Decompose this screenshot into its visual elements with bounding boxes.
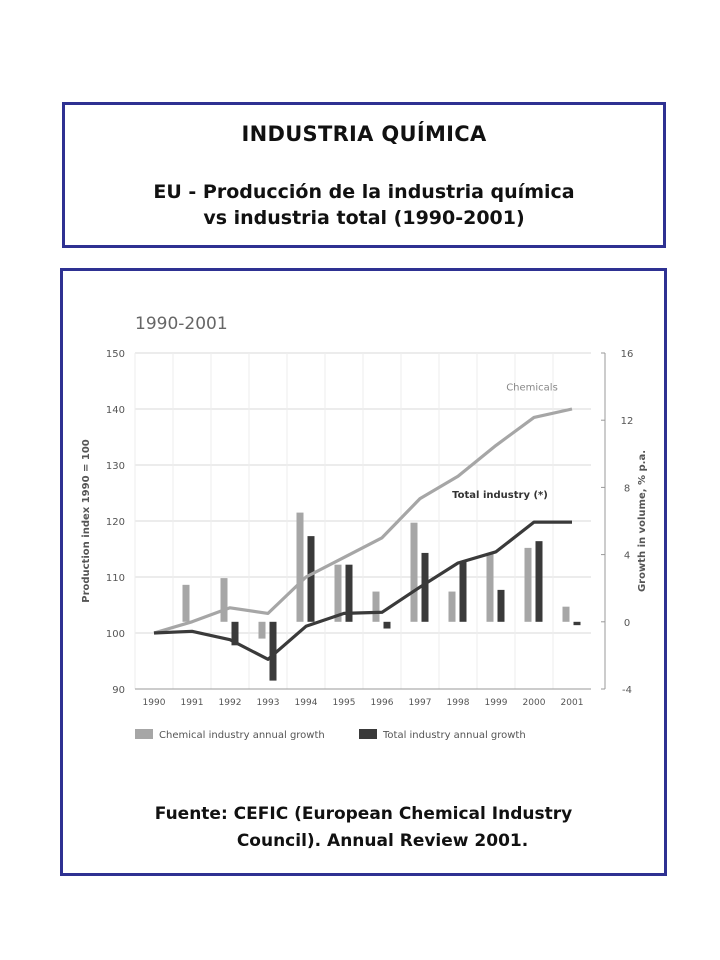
total-growth-bar xyxy=(536,541,543,622)
y-tick-label: 150 xyxy=(105,349,125,360)
x-tick-label: 1994 xyxy=(294,698,318,708)
x-tick-label: 1999 xyxy=(484,698,508,708)
chemicals-series-label: Chemicals xyxy=(506,382,558,394)
y-tick-label: 120 xyxy=(105,517,125,528)
chemical-growth-bar xyxy=(183,585,190,622)
y2-tick-label: 16 xyxy=(620,349,634,360)
subtitle-line-1: EU - Producción de la industria química xyxy=(153,181,575,203)
title-box xyxy=(62,102,666,248)
chemical-growth-bar xyxy=(259,622,266,639)
total-growth-bar xyxy=(574,622,581,625)
total-industry-series-label: Total industry (*) xyxy=(452,490,548,502)
chemical-growth-bar xyxy=(563,607,570,622)
source-line-1: Fuente: CEFIC (European Chemical Industry xyxy=(154,804,573,824)
y2-tick-label: 12 xyxy=(620,416,634,428)
x-tick-label: 1991 xyxy=(180,698,204,708)
y2-tick-label: 8 xyxy=(623,483,631,495)
y2-tick-label: 0 xyxy=(623,617,631,629)
legend-label-total-growth: Total industry annual growth xyxy=(383,730,526,741)
legend-swatch-chemical-growth xyxy=(135,729,153,739)
page-title: INDUSTRIA QUÍMICA xyxy=(241,122,487,146)
total-growth-bar xyxy=(422,553,429,622)
chemical-growth-bar xyxy=(449,592,456,622)
production-chart xyxy=(63,271,664,791)
y2-tick-label: 4 xyxy=(623,550,631,562)
y2-tick-label: -4 xyxy=(622,685,632,696)
x-tick-label: 1998 xyxy=(446,698,470,708)
y-tick-label: 100 xyxy=(105,629,125,640)
x-tick-label: 1993 xyxy=(256,698,280,708)
chart-box xyxy=(60,268,667,876)
x-tick-label: 1990 xyxy=(142,698,166,708)
y-tick-label: 90 xyxy=(112,685,125,696)
total-growth-bar xyxy=(460,561,467,621)
y-tick-label: 140 xyxy=(105,405,125,416)
x-tick-label: 2000 xyxy=(522,698,546,708)
chemical-growth-bar xyxy=(411,523,418,622)
source-line-2: Council). Annual Review 2001. xyxy=(236,831,529,851)
legend-swatch-total-growth xyxy=(359,729,377,739)
y-tick-label: 130 xyxy=(105,461,125,472)
y-tick-label: 110 xyxy=(105,573,125,584)
total-growth-bar xyxy=(384,622,391,629)
total-growth-bar xyxy=(308,536,315,622)
total-growth-bar xyxy=(498,590,505,622)
x-tick-label: 1992 xyxy=(218,698,242,708)
source-note xyxy=(63,801,664,855)
x-tick-label: 1996 xyxy=(370,698,394,708)
subtitle-line-2: vs industria total (1990-2001) xyxy=(203,207,525,229)
x-tick-label: 1995 xyxy=(332,698,356,708)
legend-label-chemical-growth: Chemical industry annual growth xyxy=(159,730,325,741)
chemical-growth-bar xyxy=(525,548,532,622)
chemical-growth-bar xyxy=(221,578,228,622)
chart-title: 1990-2001 xyxy=(135,314,228,334)
chemical-growth-bar xyxy=(487,553,494,622)
chemical-growth-bar xyxy=(297,513,304,622)
x-tick-label: 2001 xyxy=(560,698,584,708)
y-axis-label: Production index 1990 = 100 xyxy=(81,439,92,603)
x-tick-label: 1997 xyxy=(408,698,432,708)
y2-axis-label: Growth in volume, % p.a. xyxy=(637,449,648,593)
chemical-growth-bar xyxy=(373,592,380,622)
